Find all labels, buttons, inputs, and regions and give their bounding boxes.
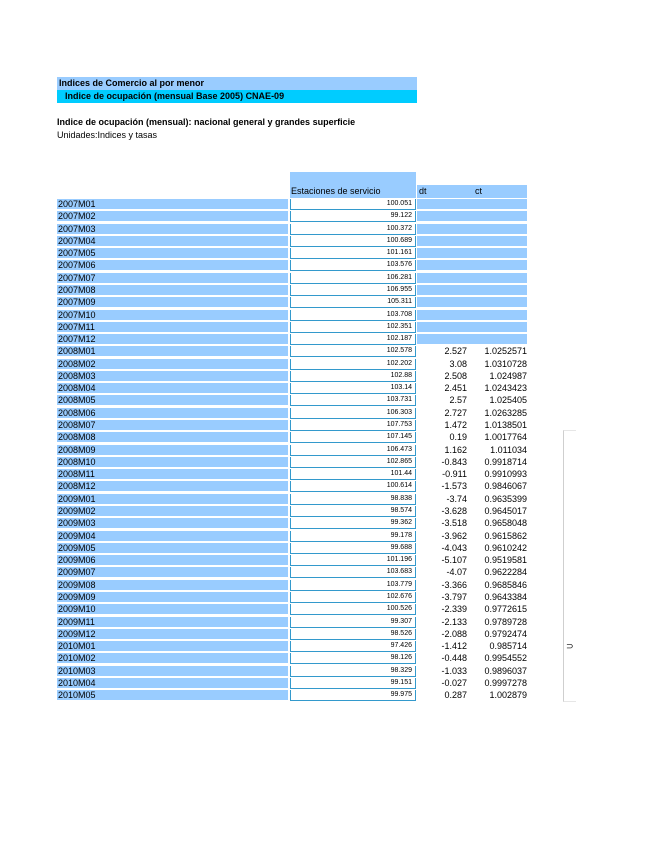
empty-rate-cell [417, 199, 527, 209]
dt-cell: -3.366 [441, 579, 467, 590]
period-label: 2010M04 [57, 678, 288, 688]
table-row [0, 604, 655, 615]
table-row [0, 273, 655, 284]
ct-cell: 0.9615862 [484, 530, 527, 541]
dt-cell: 2.727 [444, 407, 467, 418]
value-cell[interactable]: 101.161 [290, 248, 416, 259]
empty-rate-cell [417, 285, 527, 295]
ct-cell: 0.9772615 [484, 604, 527, 615]
table-description: Indice de ocupación (mensual): nacional general y grandes superficie [57, 117, 356, 127]
side-fragment-glyph: ⊃ [566, 641, 574, 651]
dt-cell: -3.962 [441, 530, 467, 541]
ct-cell: 1.0243423 [484, 383, 527, 394]
dt-cell: -5.107 [441, 555, 467, 566]
period-label: 2007M11 [57, 322, 288, 332]
period-label: 2008M07 [57, 420, 288, 430]
table-row [0, 248, 655, 259]
table-row [0, 481, 655, 492]
period-label: 2007M08 [57, 285, 288, 295]
table-row [0, 457, 655, 468]
column-header-ct: ct [471, 185, 527, 198]
table-row [0, 580, 655, 591]
ct-cell: 0.9658048 [484, 518, 527, 529]
value-cell[interactable]: 103.576 [290, 260, 416, 271]
ct-cell: 0.9997278 [484, 677, 527, 688]
table-row [0, 297, 655, 308]
value-cell[interactable]: 103.683 [290, 567, 416, 578]
dt-cell: 2.57 [449, 395, 467, 406]
column-header-dt: dt [417, 185, 471, 198]
ct-cell: 0.9643384 [484, 591, 527, 602]
table-row [0, 371, 655, 382]
sheet-subtitle: Indice de ocupación (mensual Base 2005) CNAE-09 [57, 90, 417, 103]
period-label: 2007M07 [57, 273, 288, 283]
ct-cell: 0.9846067 [484, 481, 527, 492]
ct-cell: 0.9789728 [484, 616, 527, 627]
period-label: 2008M10 [57, 457, 288, 467]
table-row [0, 211, 655, 222]
ct-cell: 0.985714 [489, 641, 527, 652]
ct-cell: 1.024987 [489, 370, 527, 381]
value-cell[interactable]: 102.676 [290, 592, 416, 603]
table-row [0, 543, 655, 554]
value-cell[interactable]: 102.88 [290, 371, 416, 382]
period-label: 2010M02 [57, 653, 288, 663]
dt-cell: -0.027 [441, 677, 467, 688]
dt-cell: -4.043 [441, 542, 467, 553]
table-row [0, 518, 655, 529]
empty-rate-cell [417, 334, 527, 344]
value-cell[interactable]: 99.688 [290, 543, 416, 554]
ct-cell: 0.9645017 [484, 506, 527, 516]
period-label: 2007M06 [57, 260, 288, 270]
period-label: 2009M07 [57, 567, 288, 577]
value-cell[interactable]: 98.838 [290, 494, 416, 505]
ct-cell: 1.0017764 [484, 432, 527, 443]
ct-cell: 1.025405 [489, 395, 527, 406]
empty-rate-cell [417, 297, 527, 307]
ct-cell: 0.9622284 [484, 567, 527, 578]
ct-cell: 0.9910993 [484, 469, 527, 480]
value-cell[interactable]: 100.614 [290, 481, 416, 492]
dt-cell: -0.448 [441, 653, 467, 664]
dt-cell: 2.451 [444, 383, 467, 394]
table-row [0, 395, 655, 406]
value-cell[interactable]: 98.574 [290, 506, 416, 517]
table-row [0, 641, 655, 652]
table-row [0, 199, 655, 210]
value-cell[interactable]: 106.473 [290, 445, 416, 456]
value-cell[interactable]: 97.426 [290, 641, 416, 652]
period-label: 2008M08 [57, 432, 288, 442]
empty-rate-cell [417, 248, 527, 258]
empty-rate-cell [417, 224, 527, 234]
value-cell[interactable]: 99.307 [290, 617, 416, 628]
ct-cell: 0.9610242 [484, 542, 527, 553]
table-row [0, 359, 655, 370]
period-label: 2007M01 [57, 199, 288, 209]
ct-cell: 1.0263285 [484, 407, 527, 418]
table-row [0, 592, 655, 603]
table-row [0, 224, 655, 235]
value-cell[interactable]: 101.44 [290, 469, 416, 480]
dt-cell: -2.088 [441, 628, 467, 639]
period-label: 2009M12 [57, 629, 288, 639]
value-cell[interactable]: 107.753 [290, 420, 416, 431]
value-cell[interactable]: 100.526 [290, 604, 416, 615]
ct-cell: 1.011034 [490, 444, 527, 455]
value-cell[interactable]: 106.955 [290, 285, 416, 296]
value-cell[interactable]: 102.865 [290, 457, 416, 468]
period-label: 2007M02 [57, 211, 288, 221]
table-row [0, 322, 655, 333]
ct-cell: 0.9685846 [484, 579, 527, 590]
ct-cell: 0.9635399 [484, 493, 527, 504]
period-label: 2008M04 [57, 383, 288, 393]
table-row [0, 690, 655, 701]
period-label: 2009M05 [57, 543, 288, 553]
period-label: 2008M01 [57, 346, 288, 356]
value-cell[interactable]: 99.122 [290, 211, 416, 222]
period-label: 2007M03 [57, 224, 288, 234]
ct-cell: 0.9896037 [484, 665, 527, 676]
table-row [0, 678, 655, 689]
table-row [0, 260, 655, 271]
period-label: 2008M12 [57, 481, 288, 491]
table-row [0, 567, 655, 578]
value-cell[interactable]: 106.281 [290, 273, 416, 284]
value-cell[interactable]: 107.145 [290, 432, 416, 443]
period-label: 2008M05 [57, 395, 288, 405]
dt-cell: -1.412 [441, 641, 467, 652]
dt-cell: 3.08 [449, 358, 467, 369]
value-cell[interactable]: 102.578 [290, 346, 416, 357]
value-cell[interactable]: 100.051 [290, 199, 416, 210]
value-cell[interactable]: 102.187 [290, 334, 416, 345]
value-cell[interactable]: 103.14 [290, 383, 416, 394]
period-label: 2009M03 [57, 518, 288, 528]
dt-cell: -0.911 [442, 469, 467, 480]
table-row [0, 617, 655, 628]
empty-rate-cell [417, 260, 527, 270]
period-label: 2010M05 [57, 690, 288, 700]
period-label: 2008M11 [57, 469, 288, 479]
value-cell[interactable]: 100.689 [290, 236, 416, 247]
empty-rate-cell [417, 236, 527, 246]
period-label: 2008M06 [57, 408, 288, 418]
dt-cell: -3.518 [441, 518, 467, 529]
period-label: 2008M02 [57, 359, 288, 369]
table-row [0, 285, 655, 296]
table-row [0, 346, 655, 357]
ct-cell: 0.9792474 [484, 628, 527, 639]
ct-cell: 1.0138501 [484, 420, 527, 431]
value-cell[interactable]: 106.303 [290, 408, 416, 419]
table-row [0, 420, 655, 431]
table-row [0, 653, 655, 664]
table-row [0, 629, 655, 640]
value-cell[interactable]: 98.526 [290, 629, 416, 640]
side-panel-fragment [563, 430, 576, 702]
table-row [0, 506, 655, 517]
period-label: 2009M02 [57, 506, 288, 516]
value-cell[interactable]: 103.708 [290, 310, 416, 321]
table-row [0, 494, 655, 505]
value-cell[interactable]: 103.731 [290, 395, 416, 406]
table-row [0, 408, 655, 419]
dt-cell: 0.19 [449, 432, 467, 443]
value-cell[interactable]: 103.779 [290, 580, 416, 591]
dt-cell: -2.133 [441, 616, 467, 627]
table-row [0, 432, 655, 443]
ct-cell: 0.9954552 [484, 653, 527, 664]
ct-cell: 0.9918714 [484, 456, 527, 467]
period-label: 2009M01 [57, 494, 288, 504]
period-label: 2008M09 [57, 445, 288, 455]
ct-cell: 0.9519581 [484, 555, 527, 566]
period-label: 2007M12 [57, 334, 288, 344]
ct-cell: 1.002879 [489, 690, 527, 701]
ct-cell: 1.0252571 [484, 346, 527, 357]
empty-rate-cell [417, 322, 527, 332]
value-cell[interactable]: 99.975 [290, 690, 416, 701]
value-cell[interactable]: 105.311 [290, 297, 416, 308]
period-label: 2009M09 [57, 592, 288, 602]
empty-rate-cell [417, 273, 527, 283]
dt-cell: -1.573 [441, 481, 467, 492]
units-label: Unidades:Indices y tasas [57, 130, 158, 140]
period-label: 2008M03 [57, 371, 288, 381]
value-cell[interactable]: 99.178 [290, 531, 416, 542]
value-cell[interactable]: 102.202 [290, 359, 416, 370]
period-label: 2009M04 [57, 531, 288, 541]
empty-rate-cell [417, 310, 527, 320]
table-row [0, 531, 655, 542]
table-row [0, 555, 655, 566]
period-label: 2007M04 [57, 236, 288, 246]
period-label: 2009M06 [57, 555, 288, 565]
value-cell[interactable]: 98.329 [290, 666, 416, 677]
value-cell[interactable]: 98.126 [290, 653, 416, 664]
value-cell[interactable]: 102.351 [290, 322, 416, 333]
table-row [0, 334, 655, 345]
dt-cell: -0.843 [441, 456, 467, 467]
table-row [0, 469, 655, 480]
empty-rate-cell [417, 211, 527, 221]
table-row [0, 383, 655, 394]
period-label: 2010M03 [57, 666, 288, 676]
dt-cell: -4.07 [446, 567, 467, 578]
period-label: 2009M10 [57, 604, 288, 614]
dt-cell: 1.162 [444, 444, 467, 455]
ct-cell: 1.0310728 [484, 358, 527, 369]
sheet-title: Indices de Comercio al por menor [57, 77, 417, 90]
table-row [0, 236, 655, 247]
table-row [0, 445, 655, 456]
value-cell[interactable]: 101.196 [290, 555, 416, 566]
value-cell[interactable]: 99.362 [290, 518, 416, 529]
period-label: 2007M05 [57, 248, 288, 258]
dt-cell: 2.527 [444, 346, 467, 357]
header-strip [290, 172, 416, 185]
table-row [0, 310, 655, 321]
dt-cell: 2.508 [444, 370, 467, 381]
dt-cell: 0.287 [444, 690, 467, 701]
period-label: 2007M10 [57, 310, 288, 320]
period-label: 2007M09 [57, 297, 288, 307]
dt-cell: -3.74 [446, 493, 467, 504]
dt-cell: -3.628 [441, 506, 467, 516]
value-cell[interactable]: 99.151 [290, 678, 416, 689]
dt-cell: -1.033 [441, 665, 467, 676]
column-header-estaciones: Estaciones de servicio [290, 185, 416, 198]
dt-cell: 1.472 [444, 420, 467, 431]
value-cell[interactable]: 100.372 [290, 224, 416, 235]
period-label: 2010M01 [57, 641, 288, 651]
period-label: 2009M08 [57, 580, 288, 590]
dt-cell: -3.797 [441, 591, 467, 602]
table-row [0, 666, 655, 677]
period-label: 2009M11 [57, 617, 288, 627]
dt-cell: -2.339 [441, 604, 467, 615]
